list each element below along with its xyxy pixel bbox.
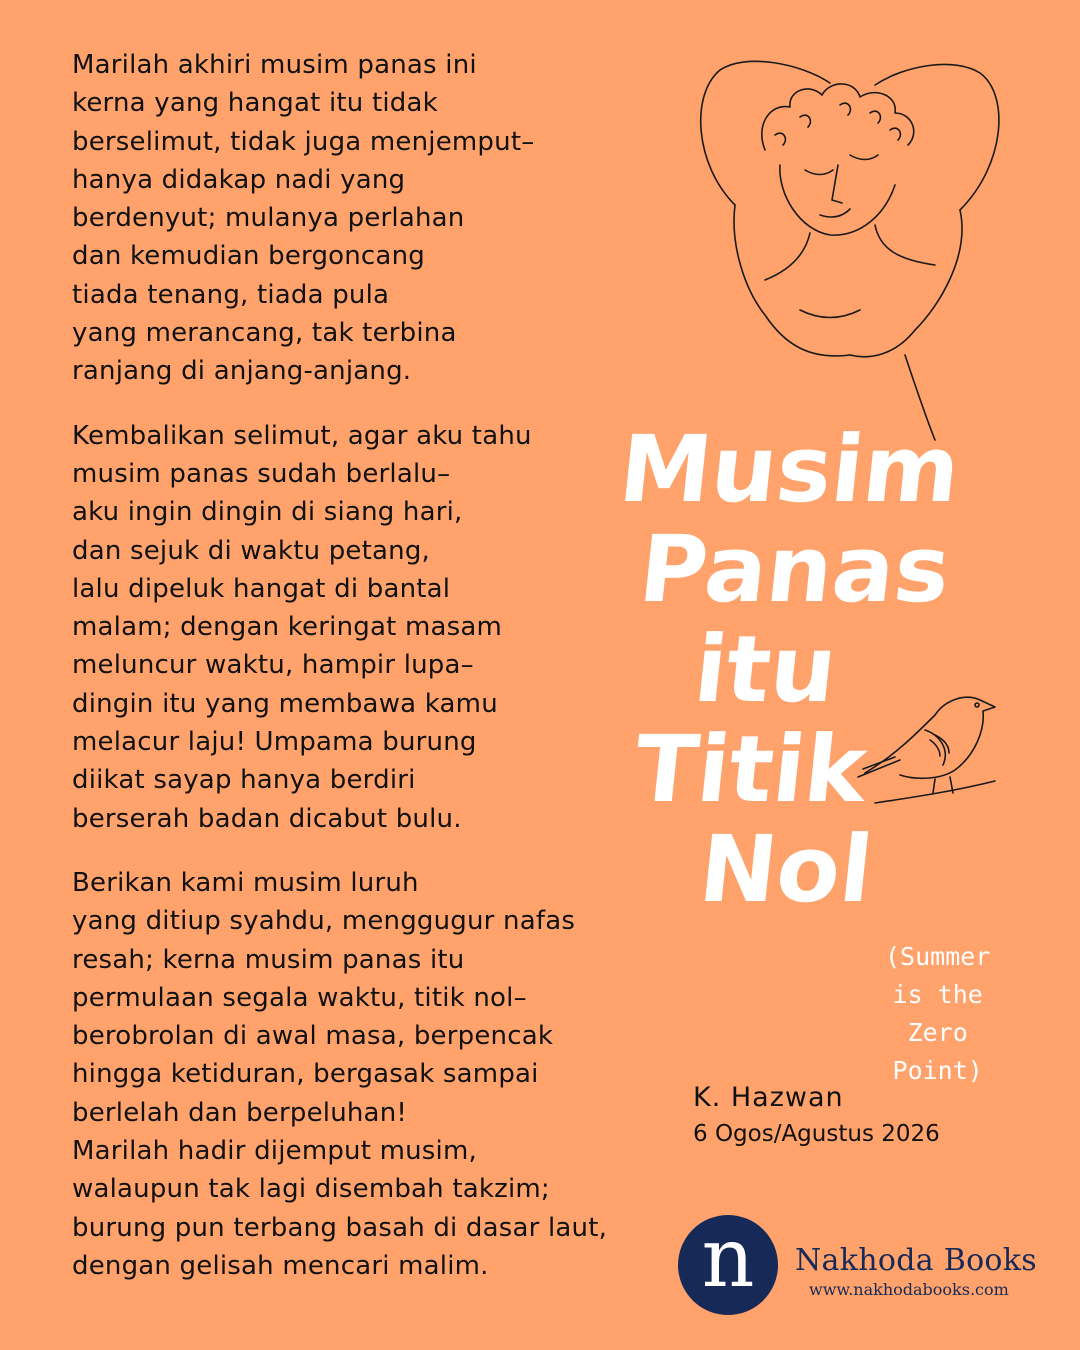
poem-line: dengan gelisah mencari malim. bbox=[72, 1250, 489, 1281]
stanza-2 bbox=[72, 417, 652, 838]
poem-line: Marilah akhiri musim panas ini bbox=[72, 50, 477, 80]
poem-line: aku ingin dingin di siang hari, bbox=[72, 497, 463, 528]
title-word: Titik bbox=[629, 716, 872, 823]
poem-line: burung pun terbang basah di dasar laut, bbox=[72, 1212, 608, 1243]
stanza-1 bbox=[72, 46, 652, 391]
subtitle-line: Zero bbox=[907, 1018, 968, 1047]
poem-subtitle bbox=[885, 938, 990, 1090]
poem-line: berdenyut; mulanya perlahan bbox=[72, 203, 465, 234]
poem-line: Marilah hadir dijemput musim, bbox=[72, 1136, 477, 1167]
poem-line: dan sejuk di waktu petang, bbox=[72, 535, 431, 566]
title-word: Musim bbox=[614, 416, 965, 523]
poem-line: dingin itu yang membawa kamu bbox=[72, 688, 498, 719]
stanza-3 bbox=[72, 864, 652, 1285]
poem bbox=[72, 46, 652, 1311]
poem-line: Berikan kami musim luruh bbox=[72, 867, 419, 898]
poem-line: berselimut, tidak juga menjemput– bbox=[72, 126, 535, 157]
subtitle-line: Point) bbox=[892, 1056, 983, 1085]
poem-line: resah; kerna musim panas itu bbox=[72, 944, 465, 975]
poem-line: yang ditiup syahdu, menggugur nafas bbox=[72, 906, 576, 937]
poem-line: berserah badan dicabut bulu. bbox=[72, 803, 462, 834]
poem-line: lalu dipeluk hangat di bantal bbox=[72, 573, 451, 604]
publisher-logo-icon bbox=[678, 1211, 778, 1315]
poem-title bbox=[614, 416, 1040, 923]
publisher-name: Nakhoda Books bbox=[795, 1243, 1037, 1278]
poem-line: walaupun tak lagi disembah takzim; bbox=[72, 1174, 550, 1205]
poem-line: hingga ketiduran, bergasak sampai bbox=[72, 1059, 539, 1090]
publisher-url[interactable]: www.nakhodabooks.com bbox=[809, 1280, 1009, 1299]
poem-line: melacur laju! Umpama burung bbox=[72, 727, 477, 758]
poem-line: yang merancang, tak terbina bbox=[72, 318, 457, 349]
bird-on-branch-icon bbox=[855, 685, 1005, 815]
author-name: K. Hazwan bbox=[693, 1082, 844, 1113]
poem-date: 6 Ogos/Agustus 2026 bbox=[693, 1121, 940, 1147]
title-word: itu bbox=[689, 616, 842, 723]
subtitle-line: (Summer bbox=[885, 942, 991, 971]
line-drawing-man-icon bbox=[690, 55, 1020, 445]
poem-line: berobrolan di awal masa, berpencak bbox=[72, 1021, 554, 1052]
publisher-brand bbox=[795, 1243, 1037, 1299]
author-block bbox=[693, 1082, 940, 1147]
poem-line: meluncur waktu, hampir lupa– bbox=[72, 650, 474, 681]
poem-line: malam; dengan keringat masam bbox=[72, 612, 503, 643]
logo-letter: n bbox=[701, 1211, 755, 1306]
poem-line: ranjang di anjang-anjang. bbox=[72, 356, 412, 387]
poem-line: permulaan segala waktu, titik nol– bbox=[72, 982, 527, 1013]
title-word: Nol bbox=[694, 816, 878, 923]
poem-line: dan kemudian bergoncang bbox=[72, 241, 425, 272]
poem-line: Kembalikan selimut, agar aku tahu bbox=[72, 420, 532, 451]
subtitle-line: is the bbox=[892, 980, 983, 1009]
poem-line: musim panas sudah berlalu– bbox=[72, 458, 451, 489]
poem-line: hanya didakap nadi yang bbox=[72, 164, 406, 195]
title-word: Panas bbox=[634, 516, 956, 623]
poem-line: diikat sayap hanya berdiri bbox=[72, 765, 416, 796]
poem-line: tiada tenang, tiada pula bbox=[72, 279, 390, 310]
poem-line: kerna yang hangat itu tidak bbox=[72, 88, 438, 119]
poem-line: berlelah dan berpeluhan! bbox=[72, 1097, 407, 1128]
